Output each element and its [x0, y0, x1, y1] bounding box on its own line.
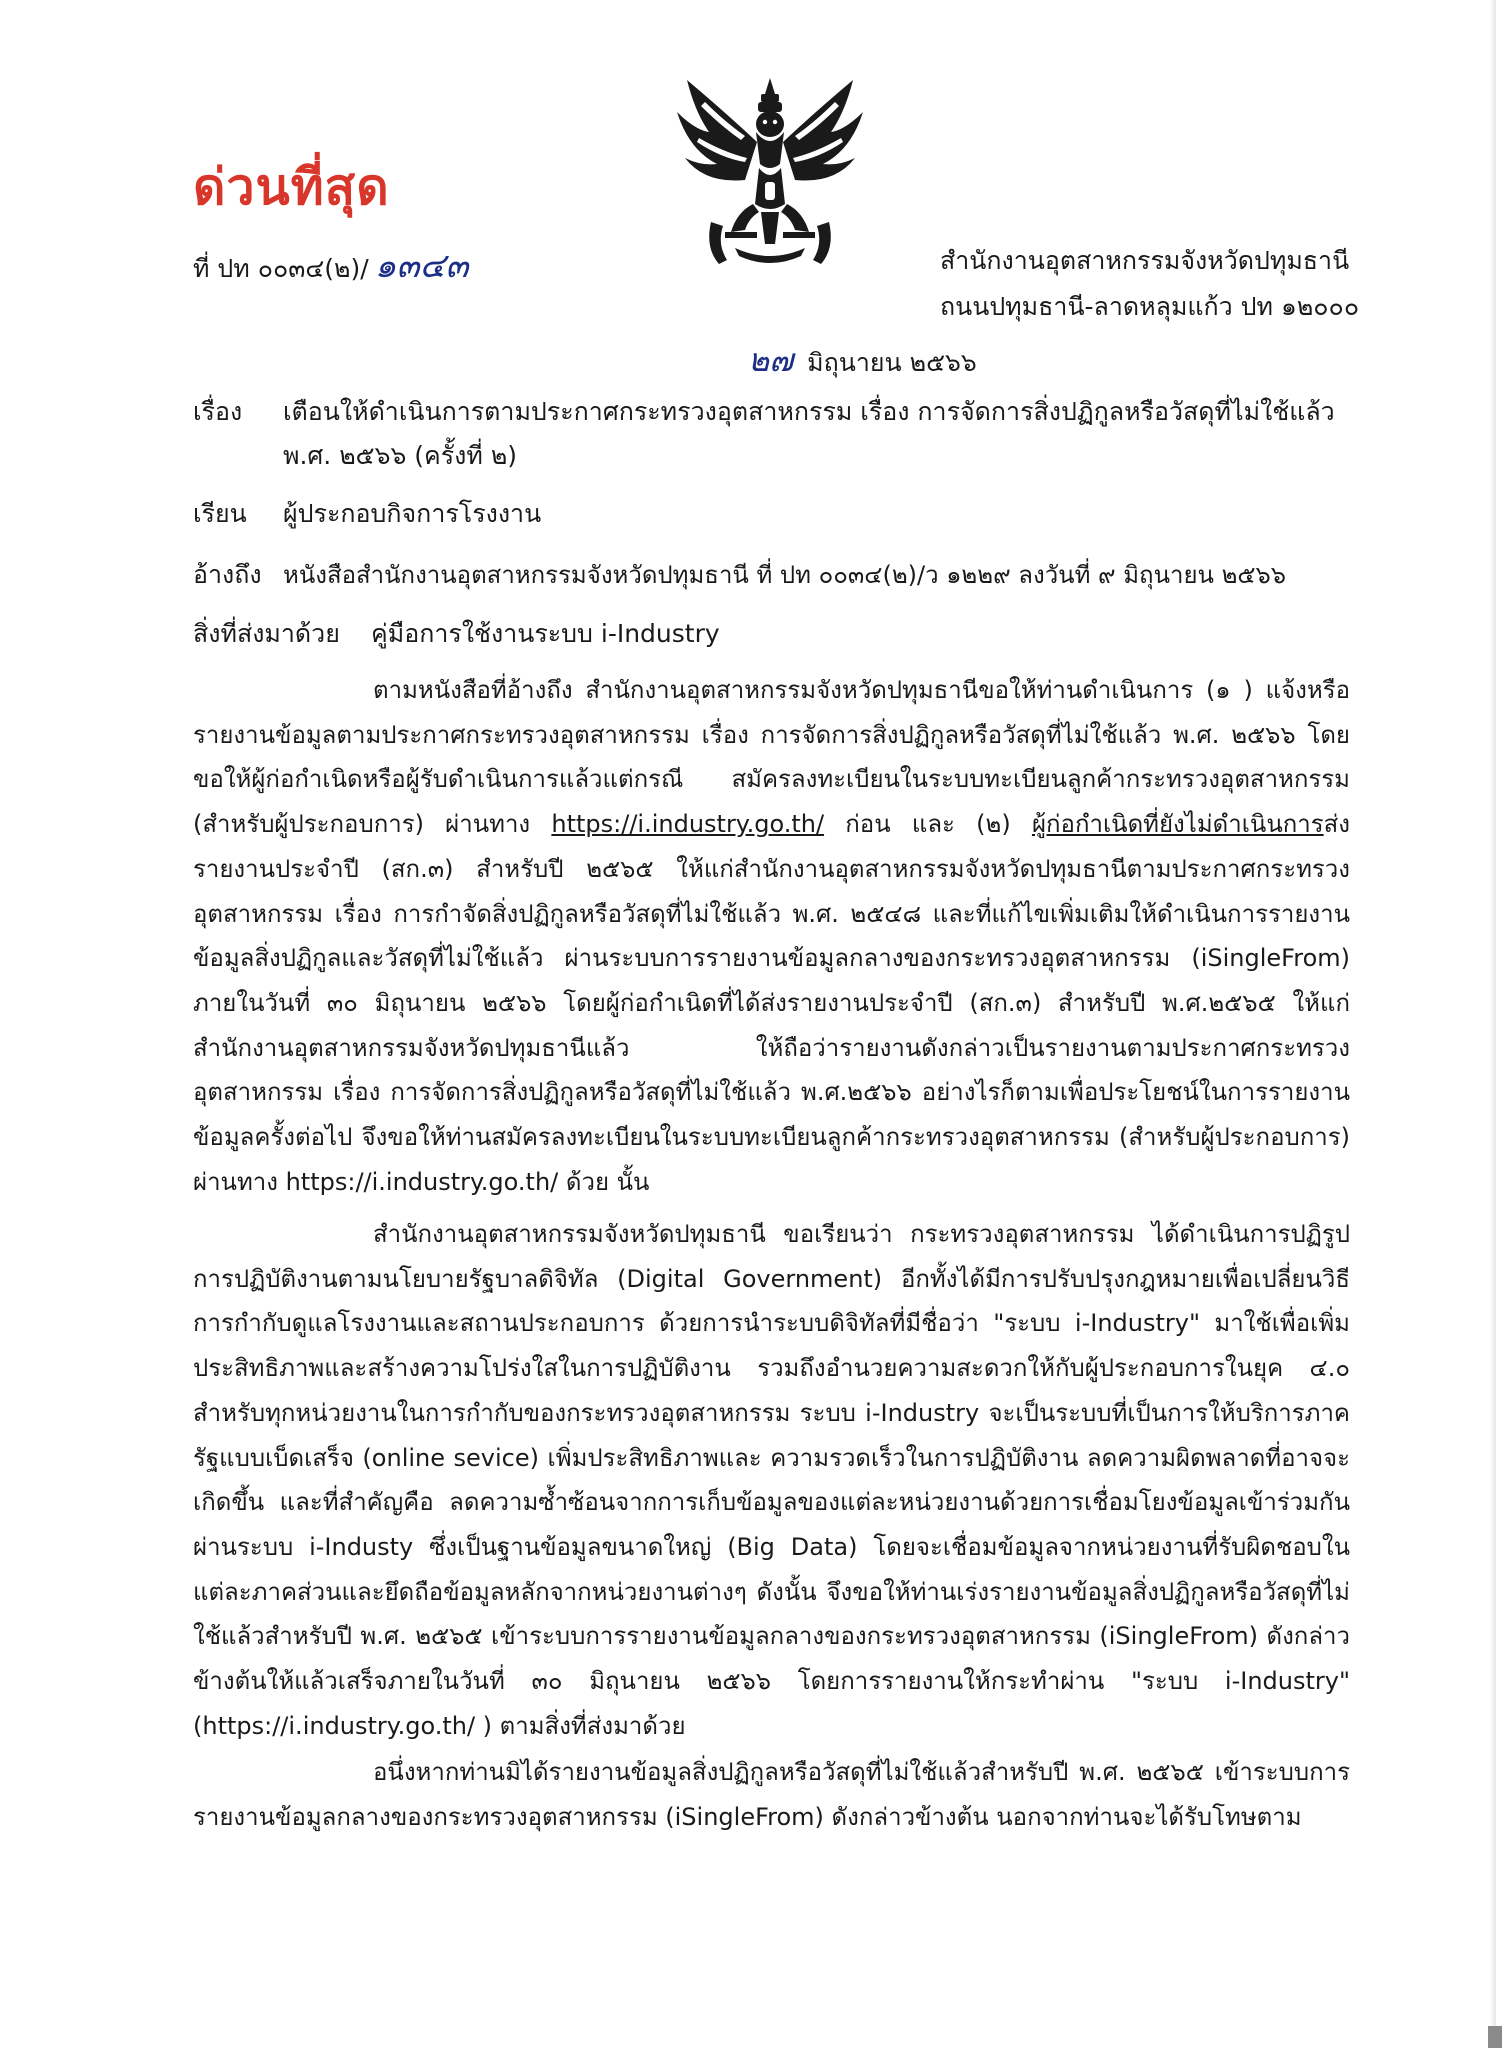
- paragraph-3: อนึ่งหากท่านมิได้รายงานข้อมูลสิ่งปฏิกูลหรือวัสดุที่ไม่ใช้แล้วสำหรับปี พ.ศ. ๒๕๖๕ เข้าระบบการรายงานข้อมูลกลางของกระทรวงอุตสาหกรรม (iSingleFrom) ดังกล่าวข้างต้น นอกจากท่านจะได้รับโทษตาม: [193, 1758, 1350, 1831]
- subject-field: [193, 390, 1353, 480]
- office-address: [940, 238, 1359, 330]
- reference-label: อ้างถึง: [193, 560, 262, 589]
- recipient-label: เรียน: [193, 499, 247, 528]
- recipient-field: [193, 492, 1353, 536]
- scan-corner-mark: [1488, 2026, 1502, 2048]
- enclosure-value: คู่มือการใช้งานระบบ i-Industry: [371, 619, 720, 648]
- paragraph-1: [193, 668, 1350, 1204]
- subject-value: [283, 390, 1353, 478]
- document-date: [748, 335, 977, 386]
- recipient-value: ผู้ประกอบกิจการโรงงาน: [283, 499, 542, 528]
- ministry-link[interactable]: https://i.industry.go.th/: [551, 810, 825, 839]
- date-month-year: มิถุนายน ๒๕๖๖: [807, 348, 977, 377]
- subject-line-1: เตือนให้ดำเนินการตามประกาศกระทรวงอุตสาหกรรม เรื่อง การจัดการสิ่งปฏิกูลหรือวัสดุที่ไม่ใช้แล้ว: [283, 397, 1335, 426]
- subject-line-2: พ.ศ. ๒๕๖๖ (ครั้งที่ ๒): [283, 441, 518, 470]
- document-number-prefix: ที่ ปท ๐๐๓๔(๒)/: [193, 254, 369, 283]
- document-number: [193, 238, 468, 292]
- reference-field: [193, 553, 1353, 597]
- scan-edge-shadow: [1490, 0, 1496, 2048]
- garuda-emblem-icon: [665, 72, 875, 272]
- paragraph-1-part-2: ก่อน และ (๒): [824, 810, 1032, 839]
- enclosure-field: [193, 612, 1353, 656]
- paragraph-1-part-3: ส่งรายงานประจำปี (สก.๓) สำหรับปี ๒๕๖๕ ให้แก่สำนักงานอุตสาหกรรมจังหวัดปทุมธานีตามประกาศกระทรวงอุตสาหกรรม เรื่อง การกำจัดสิ่งปฏิกูลหรือวัสดุที่ไม่ใช้แล้ว พ.ศ. ๒๕๔๘ และที่แก้ไขเพิ่มเติมให้ดำเนินการรายงานข้อมูลสิ่งปฏิกูลและวัสดุที่ไม่ใช้แล้ว ผ่านระบบการรายงานข้อมูลกลางของกระทรวงอุตสาหกรรม (iSingleFrom) ภายในวันที่ ๓๐ มิถุนายน ๒๕๖๖ โดยผู้ก่อกำเนิดที่ได้ส่งรายงานประจำปี (สก.๓) สำหรับปี พ.ศ.๒๕๖๕ ให้แก่สำนักงานอุตสาหกรรมจังหวัดปทุมธานีแล้ว ให้ถือว่ารายงานดังกล่าวเป็นรายงานตามประกาศกระทรวงอุตสาหกรรม เรื่อง การจัดการสิ่งปฏิกูลหรือวัสดุที่ไม่ใช้แล้ว พ.ศ.๒๕๖๖ อย่างไรก็ตามเพื่อประโยชน์ในการรายงานข้อมูลครั้งต่อไป จึงขอให้ท่านสมัครลงทะเบียนในระบบทะเบียนลูกค้ากระทรวงอุตสาหกรรม (สำหรับผู้ประกอบการ) ผ่านทาง https://i.industry.go.th/ ด้วย นั้น: [193, 810, 1350, 1196]
- document-number-handwritten: ๑๓๔๓: [374, 246, 469, 286]
- paragraph-1-part-1: ตามหนังสือที่อ้างถึง สำนักงานอุตสาหกรรมจังหวัดปทุมธานีขอให้ท่านดำเนินการ (๑ ) แจ้งหรือรายงานข้อมูลตามประกาศกระทรวงอุตสาหกรรม เรื่อง การจัดการสิ่งปฏิกูลหรือวัสดุที่ไม่ใช้แล้ว พ.ศ. ๒๕๖๖ โดยขอให้ผู้ก่อกำเนิดหรือผู้รับดำเนินการแล้วแต่กรณี สมัครลงทะเบียนในระบบทะเบียนลูกค้ากระทรวงอุตสาหกรรม (สำหรับผู้ประกอบการ) ผ่านทาง: [193, 676, 1350, 839]
- date-day-handwritten: ๒๗: [748, 341, 794, 379]
- paragraph-2: สำนักงานอุตสาหกรรมจังหวัดปทุมธานี ขอเรียนว่า กระทรวงอุตสาหกรรม ได้ดำเนินการปฏิรูปการปฏิบัติงานตามนโยบายรัฐบาลดิจิทัล (Digital Government) อีกทั้งได้มีการปรับปรุงกฎหมายเพื่อเปลี่ยนวิธีการกำกับดูแลโรงงานและสถานประกอบการ ด้วยการนำระบบดิจิทัลที่มีชื่อว่า "ระบบ i-Industry" มาใช้เพื่อเพิ่มประสิทธิภาพและสร้างความโปร่งใสในการปฏิบัติงาน รวมถึงอำนวยความสะดวกให้กับผู้ประกอบการในยุค ๔.๐ สำหรับทุกหน่วยงานในการกำกับของกระทรวงอุตสาหกรรม ระบบ i-Industry จะเป็นระบบที่เป็นการให้บริการภาครัฐแบบเบ็ดเสร็จ (online sevice) เพิ่มประสิทธิภาพและ ความรวดเร็วในการปฏิบัติงาน ลดความผิดพลาดที่อาจจะเกิดขึ้น และที่สำคัญคือ ลดความซ้ำซ้อนจากการเก็บข้อมูลของแต่ละหน่วยงานด้วยการเชื่อมโยงข้อมูลเข้าร่วมกันผ่านระบบ i-Industy ซึ่งเป็นฐานข้อมูลขนาดใหญ่ (Big Data) โดยจะเชื่อมข้อมูลจากหน่วยงานที่รับผิดชอบในแต่ละภาคส่วนและยึดถือข้อมูลหลักจากหน่วยงานต่างๆ ดังนั้น จึงขอให้ท่านเร่งรายงานข้อมูลสิ่งปฏิกูลหรือวัสดุที่ไม่ใช้แล้วสำหรับปี พ.ศ. ๒๕๖๕ เข้าระบบการรายงานข้อมูลกลางของกระทรวงอุตสาหกรรม (iSingleFrom) ดังกล่าวข้างต้นให้แล้วเสร็จภายในวันที่ ๓๐ มิถุนายน ๒๕๖๖ โดยการรายงานให้กระทำผ่าน "ระบบ i-Industry" (https://i.industry.go.th/ ) ตามสิ่งที่ส่งมาด้วย: [193, 1220, 1350, 1740]
- urgency-stamp: ด่วนที่สุด: [193, 158, 390, 216]
- enclosure-label: สิ่งที่ส่งมาด้วย: [193, 619, 340, 648]
- paragraph-1-underlined: ผู้ก่อกำเนิดที่ยังไม่ดำเนินการ: [1031, 810, 1324, 839]
- office-name: สำนักงานอุตสาหกรรมจังหวัดปทุมธานี: [940, 246, 1350, 275]
- subject-label: เรื่อง: [193, 397, 243, 426]
- reference-value: หนังสือสำนักงานอุตสาหกรรมจังหวัดปทุมธานี ที่ ปท ๐๐๓๔(๒)/ว ๑๒๒๙ ลงวันที่ ๙ มิถุนายน ๒๕๖๖: [283, 561, 1287, 589]
- office-street: ถนนปทุมธานี-ลาดหลุมแก้ว ปท ๑๒๐๐๐: [940, 292, 1360, 321]
